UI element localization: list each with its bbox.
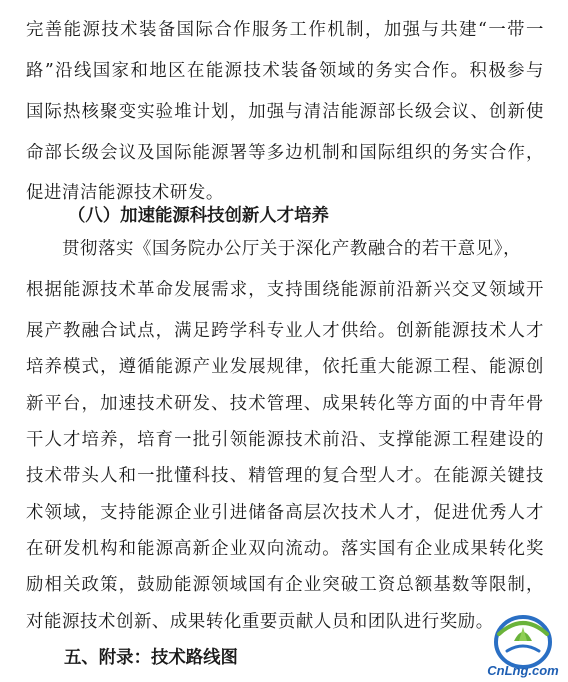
paragraph-line: 培养模式，遵循能源产业发展规律，依托重大能源工程、能源创 (26, 357, 544, 377)
paragraph-line: 完善能源技术装备国际合作服务工作机制，加强与共建“一带一 (26, 20, 544, 40)
paragraph-line: 路”沿线国家和地区在能源技术装备领域的务实合作。积极参与 (26, 61, 544, 81)
svg-text:CnLng.com: CnLng.com (487, 663, 559, 678)
paragraph-line: 技术带头人和一批懂科技、精管理的复合型人才。在能源关键技 (26, 466, 544, 486)
paragraph-line: 新平台，加速技术研发、技术管理、成果转化等方面的中青年骨 (26, 394, 544, 414)
paragraph-line: 命部长级会议及国际能源署等多边机制和国际组织的务实合作， (26, 143, 544, 163)
paragraph-line: 对能源技术创新、成果转化重要贡献人员和团队进行奖励。 (26, 612, 494, 632)
paragraph-line: 术领域，支持能源企业引进储备高层次技术人才，促进优秀人才 (26, 503, 544, 523)
paragraph-line: 展产教融合试点，满足跨学科专业人才供给。创新能源技术人才 (26, 321, 544, 341)
paragraph-line: 根据能源技术革命发展需求，支持围绕能源前沿新兴交叉领域开 (26, 280, 544, 300)
paragraph-line: 贯彻落实《国务院办公厅关于深化产教融合的若干意见》， (62, 239, 522, 259)
cnlng-logo-watermark (483, 604, 563, 680)
paragraph-line: 促进清洁能源技术研发。 (26, 183, 224, 203)
appendix-heading: 五、附录：技术路线图 (64, 648, 238, 668)
paragraph-line: 国际热核聚变实验堆计划，加强与清洁能源部长级会议、创新使 (26, 102, 544, 122)
section-heading: （八）加速能源科技创新人才培养 (68, 206, 329, 226)
paragraph-line: 干人才培养，培育一批引领能源技术前沿、支撑能源工程建设的 (26, 430, 544, 450)
paragraph-line: 励相关政策，鼓励能源领域国有企业突破工资总额基数等限制， (26, 575, 544, 595)
paragraph-line: 在研发机构和能源高新企业双向流动。落实国有企业成果转化奖 (26, 539, 544, 559)
